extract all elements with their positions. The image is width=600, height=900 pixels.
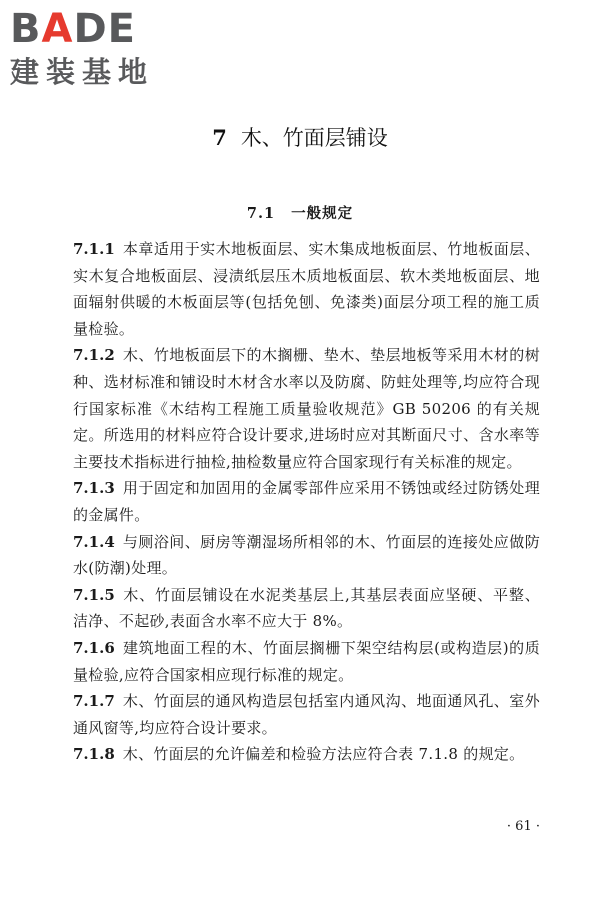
page-number: · 61 ·	[506, 819, 540, 834]
clause-7-1-4	[73, 529, 540, 582]
clause-text: 与厕浴间、厨房等潮湿场所相邻的木、竹面层的连接处应做防水(防潮)处理。	[73, 532, 540, 578]
clause-list	[73, 236, 540, 768]
chapter-number: 7	[212, 125, 227, 150]
clause-number: 7.1.3	[73, 479, 115, 498]
logo-subtitle: 建装基地	[10, 55, 155, 89]
clause-text: 本章适用于实木地板面层、实木集成地板面层、竹地板面层、实木复合地板面层、浸渍纸层压木质地板面层、软木类地板面层、地面辐射供暖的木板面层等(包括免刨、免漆类)面层分项工程的施工质量检验。	[73, 240, 540, 338]
clause-number: 7.1.2	[73, 346, 115, 365]
clause-number: 7.1.5	[73, 585, 115, 604]
clause-text: 木、竹面层的允许偏差和检验方法应符合表 7.1.8 的规定。	[122, 745, 525, 764]
clause-7-1-7	[73, 688, 540, 741]
clause-number: 7.1.1	[73, 240, 115, 258]
clause-text: 木、竹面层铺设在水泥类基层上,其基层表面应坚硬、平整、洁净、不起砂,表面含水率不应大于 8%。	[73, 585, 540, 631]
section-number: 7.1	[246, 205, 276, 222]
clause-number: 7.1.8	[73, 745, 115, 764]
clause-text: 用于固定和加固用的金属零部件应采用不锈蚀或经过防锈处理的金属件。	[73, 479, 540, 524]
clause-7-1-6	[73, 635, 540, 688]
chapter-name: 木、竹面层铺设	[240, 126, 388, 150]
logo	[10, 6, 180, 90]
clause-7-1-5	[73, 582, 540, 635]
chapter-title	[0, 123, 600, 153]
clause-text: 木、竹面层的通风构造层包括室内通风沟、地面通风孔、室外通风窗等,均应符合设计要求。	[73, 692, 540, 737]
clause-number: 7.1.4	[73, 532, 115, 551]
clause-number: 7.1.7	[73, 692, 115, 711]
section-title	[0, 203, 600, 225]
clause-text: 建筑地面工程的木、竹面层搁栅下架空结构层(或构造层)的质量检验,应符合国家相应现行标准的规定。	[73, 638, 540, 684]
logo-wordmark: BADE	[10, 6, 136, 52]
section-name: 一般规定	[291, 205, 354, 222]
clause-7-1-2	[73, 342, 540, 475]
clause-7-1-3	[73, 475, 540, 528]
clause-text: 木、竹地板面层下的木搁栅、垫木、垫层地板等采用木材的树种、选材标准和铺设时木材含水率以及防腐、防蛀处理等,均应符合现行国家标准《木结构工程施工质量验收规范》GB 50206 的有关规定。所选用的材料应符合设计要求,进场时应对其断面尺寸、含水率等主要技术指标进行抽检,抽检数量应符合国家现行有关标准的规定。	[73, 346, 540, 471]
clause-7-1-1	[73, 236, 540, 342]
clause-number: 7.1.6	[73, 638, 115, 657]
clause-7-1-8	[73, 741, 540, 768]
